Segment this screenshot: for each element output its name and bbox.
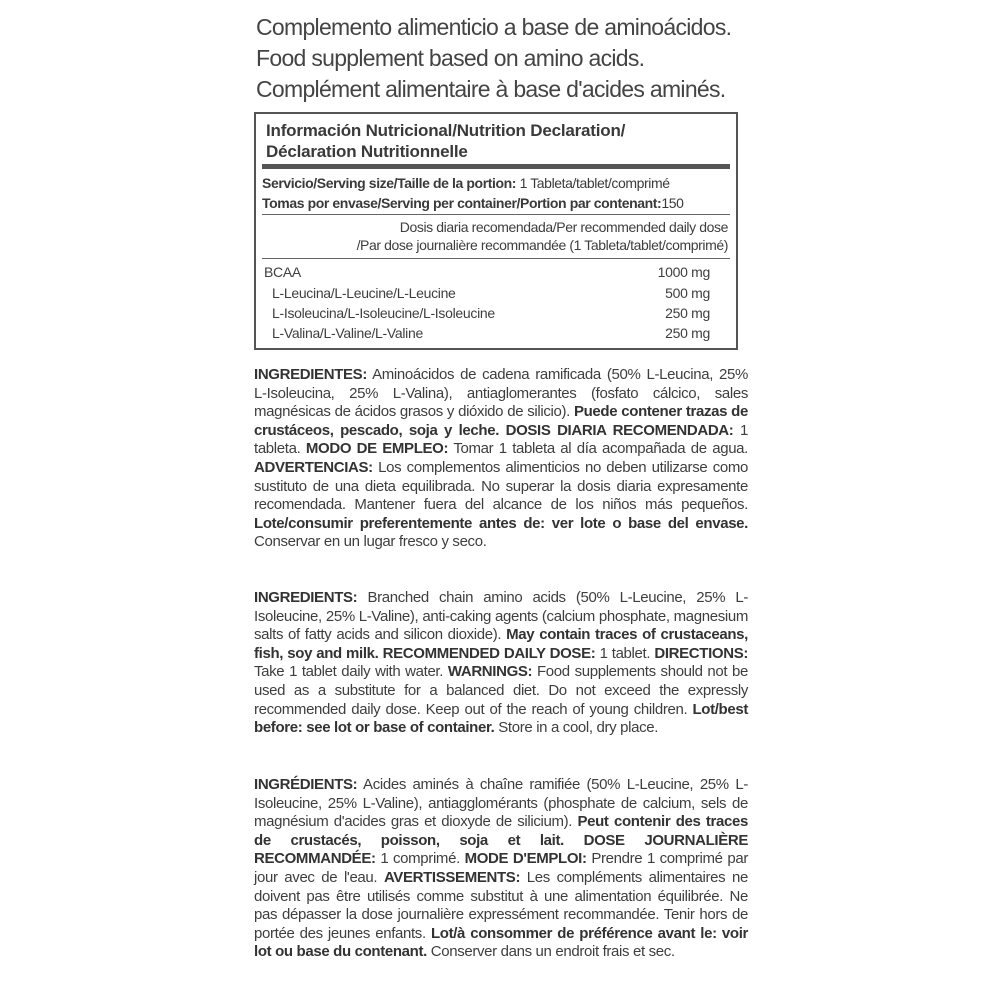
ingredient-text-bold: INGREDIENTS: <box>254 589 358 606</box>
nutrient-amount: 1000 mg <box>657 264 710 280</box>
serving-size-value: 1 Tableta/tablet/comprimé <box>516 175 670 191</box>
dose-column-header <box>357 218 728 254</box>
nutrient-name: L-Leucina/L-Leucine/L-Leucine <box>272 285 456 301</box>
ingredient-text-bold: Lot/à consommer de préférence avant le: voir lot ou base du contenant. <box>254 924 749 961</box>
ingredient-text-bold: Puede contener trazas de crustáceos, pescado, soja y leche. DOSIS DIARIA RECOMENDADA: <box>254 403 748 439</box>
serving-size-line <box>262 174 670 192</box>
nutrient-row <box>256 283 736 303</box>
ingredient-text-bold: INGREDIENTES: <box>254 366 367 383</box>
ingredients-english <box>254 589 748 738</box>
ingredient-text-bold: WARNINGS: <box>447 663 533 681</box>
ingredient-text-bold: Lot/best before: see lot or base of container. <box>254 700 748 737</box>
ingredient-text-bold: DIRECTIONS: <box>654 644 749 662</box>
nutrient-row <box>256 323 736 343</box>
ingredient-text-bold: May contain traces of crustaceans, fish, soy and milk. RECOMMENDED DAILY DOSE: <box>254 626 748 662</box>
ingredient-text: Take 1 tablet daily with water. <box>254 663 448 681</box>
nutrient-amount: 500 mg <box>665 285 710 301</box>
ingredient-text-bold: AVERTISSEMENTS: <box>383 868 521 886</box>
ingredient-text-bold: MODE D'EMPLOI: <box>464 850 587 868</box>
ingredient-text-bold: ADVERTENCIAS: <box>254 458 373 476</box>
ingredient-text: Los complementos alimenticios no deben utilizarse como sustituto de una dieta equilibrada. No superar la dosis diaria expresamente recomendada. Mantener fuera del alcance de los niños más pequeños. <box>254 458 748 514</box>
nutrition-title-line-1: Información Nutricional/Nutrition Declaration/ <box>266 121 626 140</box>
ingredient-text: Tomar 1 tableta al día acompañada de agua. <box>448 440 748 458</box>
ingredient-text: 1 tableta. <box>254 421 748 458</box>
ingredient-text-bold: Peut contenir des traces de crustacés, poisson, soja et lait. DOSE JOURNALIÈRE RECOMMANDÉE: <box>254 813 748 868</box>
ingredient-text-bold: MODO DE EMPLEO: <box>305 440 449 458</box>
ingredient-text: Conservar en un lugar fresco y seco. <box>254 533 487 551</box>
dose-header-line-2: /Par dose journalière recommandée (1 Tableta/tablet/comprimé) <box>356 237 728 253</box>
ingredient-text: Food supplements should not be used as a substitute for a balanced diet. Do not exceed the expressly recommended daily dose. Keep out of the reach of young children. <box>254 663 748 718</box>
divider-2 <box>262 258 730 259</box>
ingredient-text: Aminoácidos de cadena ramificada (50% L-Leucina, 25% L-Isoleucina, 25% L-Valina), antiaglomerantes (fosfato cálcico, sales magnésicas de ácidos grasos y dióxido de silicio). <box>254 366 748 421</box>
ingredient-text: Prendre 1 comprimé par jour avec de l'eau. <box>254 850 748 886</box>
dose-header-line-1: Dosis diaria recomendada/Per recommended daily dose <box>399 219 728 235</box>
nutrient-name: L-Valina/L-Valine/L-Valine <box>272 325 423 341</box>
nutrient-amount: 250 mg <box>665 305 710 321</box>
thick-divider <box>262 164 730 169</box>
servings-label: Tomas por envase/Serving per container/Portion par contenant: <box>262 195 662 211</box>
nutrient-name: BCAA <box>264 264 301 280</box>
ingredient-text: Conserver dans un endroit frais et sec. <box>426 943 675 961</box>
description-spanish: Complemento alimenticio a base de aminoácidos. <box>256 14 732 40</box>
ingredient-text: Les compléments alimentaires ne doivent pas être utilisés comme substitut à une alimentation équilibrée. Ne pas dépasser la dose journalière expressément recommandée. Tenir hors de portée des jeunes enfants. <box>254 868 748 942</box>
ingredient-text: Branched chain amino acids (50% L-Leucine, 25% L-Isoleucine, 25% L-Valine), anti-caking agents (calcium phosphate, magnesium salts of fatty acids and silicon dioxide). <box>254 589 748 644</box>
ingredient-text-bold: INGRÉDIENTS: <box>254 776 358 793</box>
nutrient-row <box>256 303 736 323</box>
ingredient-text: 1 comprimé. <box>375 850 465 868</box>
ingredient-text: Acides aminés à chaîne ramifiée (50% L-Leucine, 25% L-Isoleucine, 25% L-Valine), antiagglomérants (phosphate de calcium, sels de magnésium d'acides gras et dioxyde de silicium). <box>254 776 748 831</box>
nutrient-row <box>256 262 736 282</box>
nutrition-title-line-2: Déclaration Nutritionnelle <box>266 142 468 161</box>
ingredients-french <box>254 776 748 962</box>
ingredient-text: Store in a cool, dry place. <box>494 719 659 737</box>
ingredient-text: 1 tablet. <box>595 644 655 662</box>
description-french: Complément alimentaire à base d'acides aminés. <box>256 76 726 102</box>
nutrient-amount: 250 mg <box>665 325 710 341</box>
description-english: Food supplement based on amino acids. <box>256 45 645 71</box>
divider-1 <box>262 214 730 215</box>
serving-size-label: Servicio/Serving size/Taille de la portion: <box>262 175 517 191</box>
servings-per-container-line <box>262 194 684 212</box>
servings-value: 150 <box>661 195 684 211</box>
ingredient-text-bold: Lote/consumir preferentemente antes de: ver lote o base del envase. <box>254 514 748 532</box>
nutrient-name: L-Isoleucina/L-Isoleucine/L-Isoleucine <box>272 305 495 321</box>
ingredients-spanish <box>254 366 748 552</box>
nutrition-table-title <box>266 120 625 162</box>
nutrition-table <box>254 112 738 350</box>
product-description <box>256 12 776 105</box>
